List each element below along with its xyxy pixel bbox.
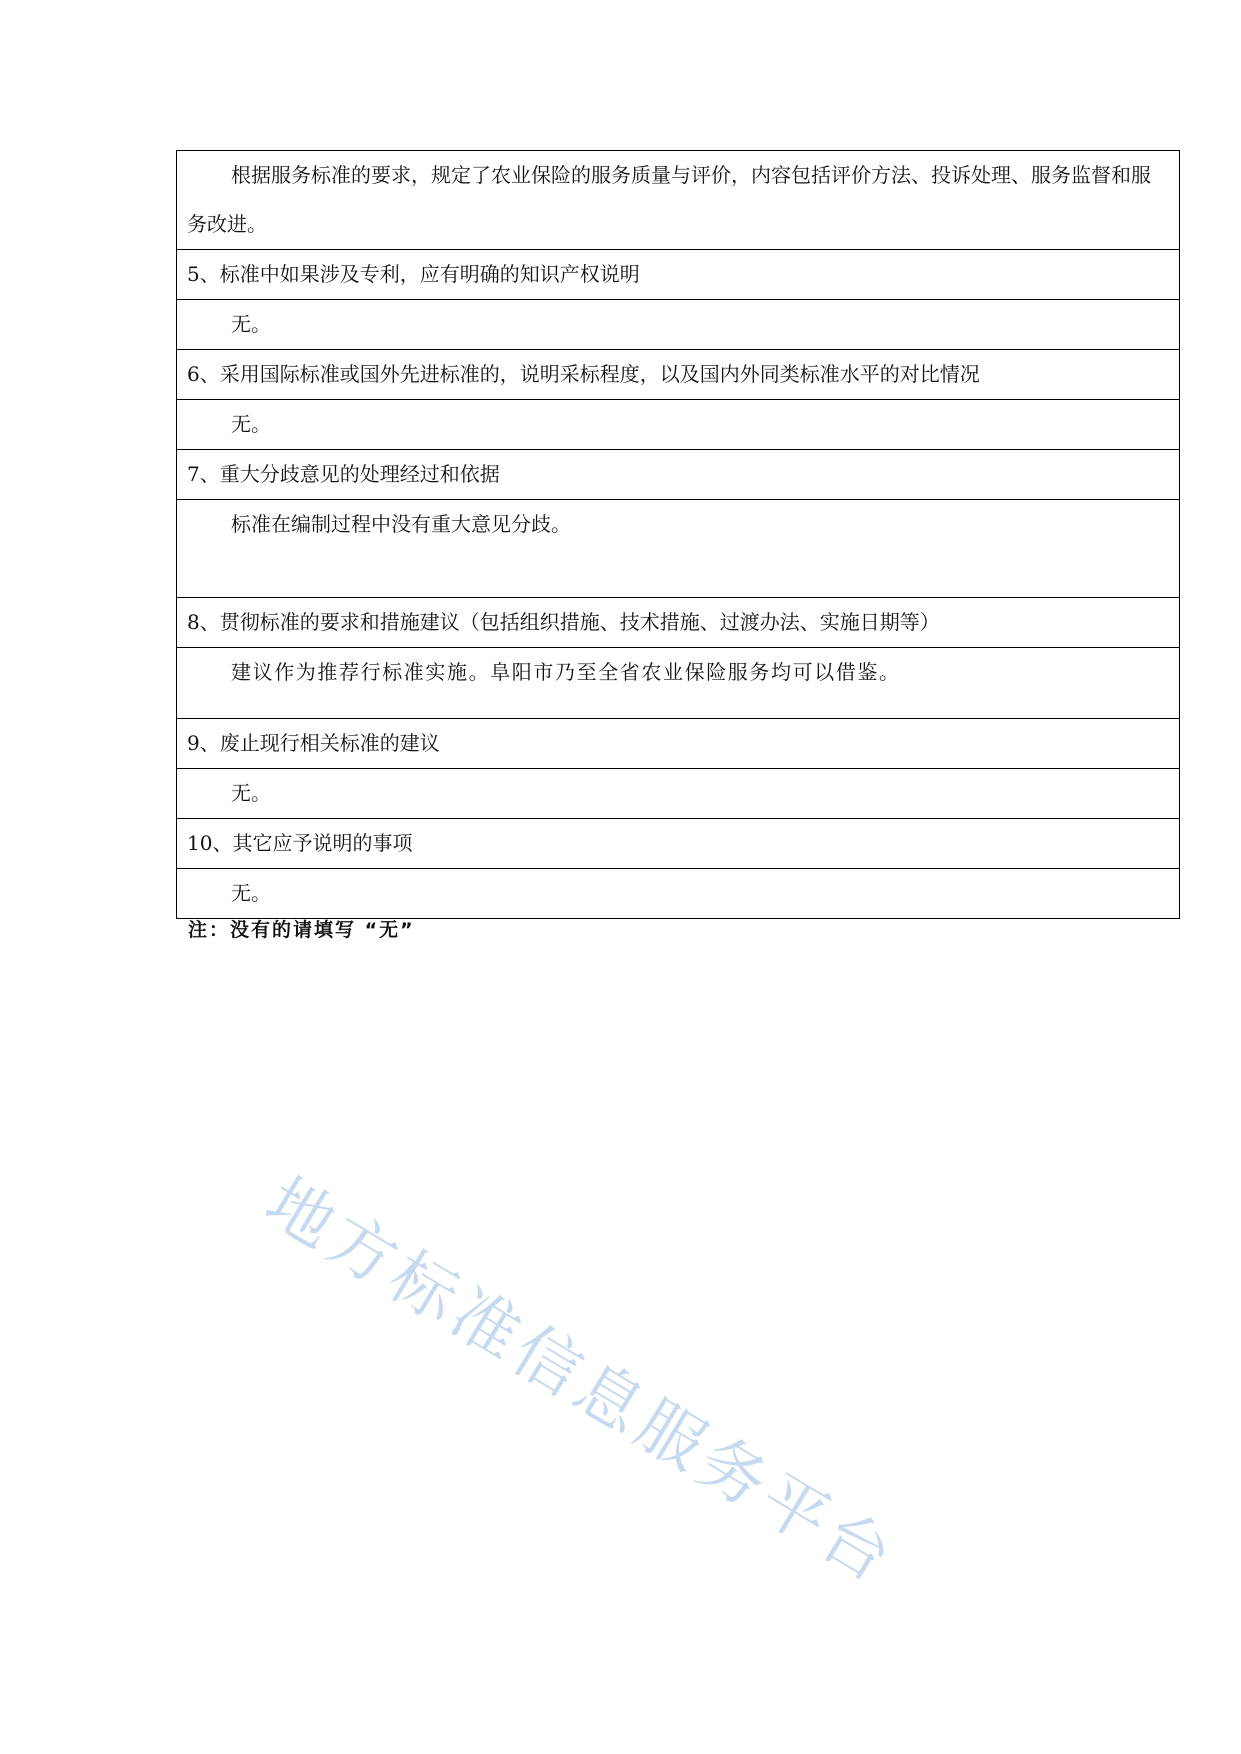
table-row: [177, 719, 1180, 769]
question-cell: 6、采用国际标准或国外先进标准的，说明采标程度，以及国内外同类标准水平的对比情况: [177, 350, 1180, 400]
table-row: [177, 819, 1180, 869]
table-row: [177, 400, 1180, 450]
answer-cell: 无。: [177, 869, 1180, 919]
answer-cell: 无。: [177, 300, 1180, 350]
table-row: [177, 769, 1180, 819]
table-row: [177, 300, 1180, 350]
answer-cell: 无。: [177, 769, 1180, 819]
question-cell: 8、贯彻标准的要求和措施建议（包括组织措施、技术措施、过渡办法、实施日期等）: [177, 598, 1180, 648]
table-row: [177, 648, 1180, 719]
question-cell: 5、标准中如果涉及专利，应有明确的知识产权说明: [177, 250, 1180, 300]
answer-cell: 无。: [177, 400, 1180, 450]
watermark: 地方标准信息服务平台: [252, 1162, 910, 1600]
table-row: [177, 250, 1180, 300]
table-row: [177, 350, 1180, 400]
table-row: [177, 500, 1180, 598]
question-cell: 9、废止现行相关标准的建议: [177, 719, 1180, 769]
table-row: [177, 450, 1180, 500]
question-cell: 10、其它应予说明的事项: [177, 819, 1180, 869]
standards-info-table: [176, 150, 1180, 919]
table-row: [177, 151, 1180, 250]
question-cell: 7、重大分歧意见的处理经过和依据: [177, 450, 1180, 500]
table-row: [177, 598, 1180, 648]
answer-cell: 建议作为推荐行标准实施。阜阳市乃至全省农业保险服务均可以借鉴。: [177, 648, 1180, 719]
answer-cell: 标准在编制过程中没有重大意见分歧。: [177, 500, 1180, 598]
content-cell: 根据服务标准的要求，规定了农业保险的服务质量与评价，内容包括评价方法、投诉处理、服务监督和服务改进。: [177, 151, 1180, 250]
footnote: 注：没有的请填写 “无”: [188, 919, 415, 941]
table-row: [177, 869, 1180, 919]
